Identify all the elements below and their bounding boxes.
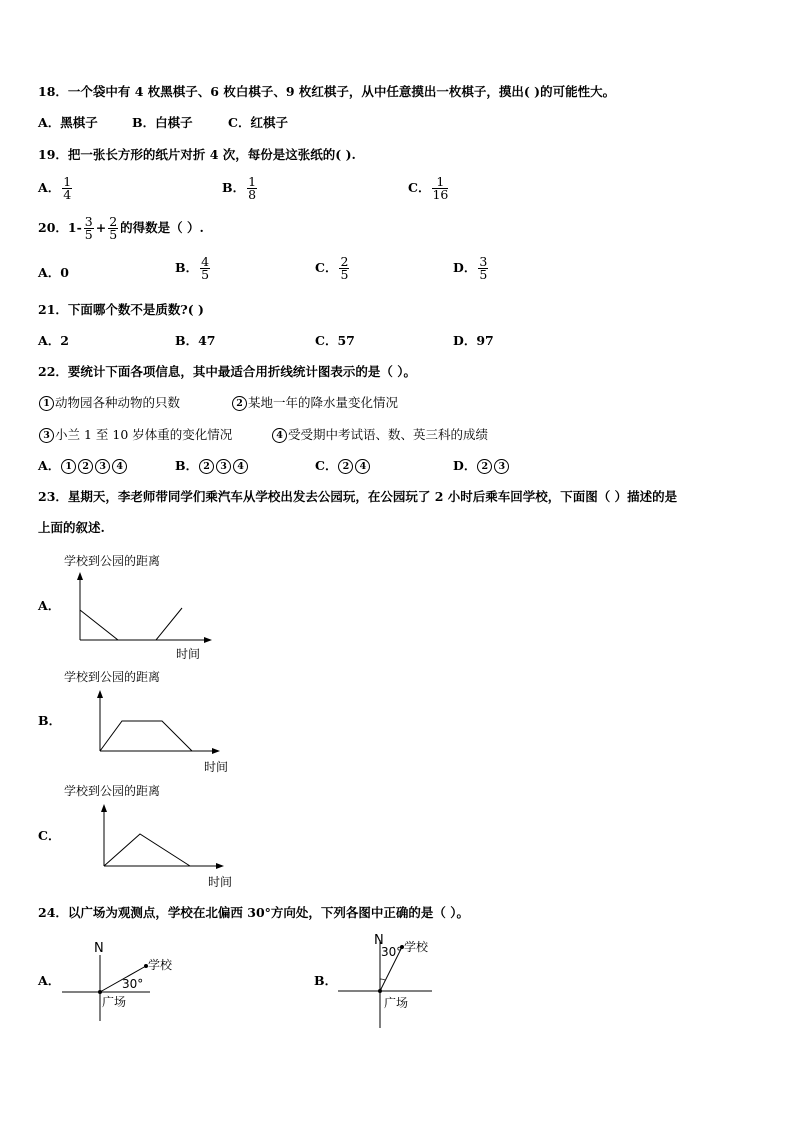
y-axis-arrow <box>97 690 103 698</box>
q19-option-b[interactable] <box>222 176 259 201</box>
q18-option-a[interactable]: A．黑棋子 <box>38 115 98 130</box>
q23-option-a[interactable]: A． <box>38 598 61 613</box>
q23-option-c[interactable]: C． <box>38 828 61 843</box>
q24-option-a[interactable]: A． <box>38 973 61 988</box>
q23-line-2: 上面的叙述. <box>38 520 105 535</box>
angle-label: 30° <box>381 945 403 959</box>
q21-option-b[interactable]: B．47 <box>175 333 216 348</box>
q24-diagram-a <box>58 935 188 1025</box>
q20-plus: + <box>95 220 107 235</box>
q22-option-b-letter: B． <box>175 458 199 473</box>
q18-option-b[interactable]: B．白棋子 <box>132 115 193 130</box>
plaza-label: 广场 <box>384 996 409 1010</box>
q20-option-d-letter: D． <box>453 260 477 275</box>
q22-option-d-numeral: 2 <box>477 459 492 474</box>
q22-item-2 <box>231 395 398 411</box>
q22-text: 22．要统计下面各项信息，其中最适合用折线统计图表示的是（ ）。 <box>38 364 416 379</box>
q20-fraction-2: $\frac{2}{5}$ <box>109 214 118 242</box>
q20-option-b-fraction: $\frac{4}{5}$ <box>201 254 210 282</box>
q22-item-3-text: 小兰 1 至 10 岁体重的变化情况 <box>55 427 233 442</box>
q20-suffix: 的得数是（ ）. <box>120 220 204 235</box>
q19-option-c-fraction: $\frac{1}{16}$ <box>432 174 449 202</box>
q23-graph-c-xlabel: 时间 <box>208 875 233 889</box>
y-axis-arrow <box>101 804 107 812</box>
q23-graph-b-ylabel: 学校到公园的距离 <box>64 670 161 684</box>
q22-option-c-numeral: 2 <box>338 459 353 474</box>
q22-option-a-numeral: 2 <box>78 459 93 474</box>
q24-diagram-b <box>334 930 464 1030</box>
q23-graph-a-ylabel: 学校到公园的距离 <box>64 554 161 568</box>
q19-option-b-fraction: $\frac{1}{8}$ <box>248 174 257 202</box>
q19-option-a[interactable] <box>38 176 74 201</box>
q23-graph-c <box>58 780 238 895</box>
q19-option-a-fraction: $\frac{1}{4}$ <box>63 174 72 202</box>
q21-option-d[interactable]: D．97 <box>453 333 494 348</box>
q21-option-a[interactable]: A．2 <box>38 333 69 348</box>
y-axis-arrow <box>77 572 83 580</box>
q22-item-3 <box>38 427 232 443</box>
q19-text: 19．把一张长方形的纸片对折 4 次，每份是这张纸的( ). <box>38 147 356 162</box>
q24-text: 24．以广场为观测点，学校在北偏西 30°方向处，下列各图中正确的是（ ）。 <box>38 905 469 920</box>
q22-option-a-numeral: 4 <box>112 459 127 474</box>
q23-graph-b-xlabel: 时间 <box>204 760 229 774</box>
q19-option-c[interactable] <box>408 176 450 201</box>
q22-option-c-numeral: 4 <box>355 459 370 474</box>
plaza-label: 广场 <box>102 995 127 1009</box>
q22-option-a-numeral: 3 <box>95 459 110 474</box>
q23-graph-a <box>58 550 218 665</box>
q19-option-a-letter: A． <box>38 180 61 195</box>
q20-option-d[interactable] <box>453 256 490 281</box>
q23-option-b[interactable]: B． <box>38 713 62 728</box>
q23-line-1: 23．星期天，李老师带同学们乘汽车从学校出发去公园玩，在公园玩了 2 小时后乘车回学校，下面图（ ）描述的是 <box>38 489 678 504</box>
q22-option-c-letter: C． <box>315 458 338 473</box>
q20-prefix: 20．1- <box>38 220 82 235</box>
x-axis-arrow <box>216 863 224 869</box>
q20-option-b-letter: B． <box>175 260 199 275</box>
q20-option-d-fraction: $\frac{3}{5}$ <box>479 254 488 282</box>
q18-text: 18．一个袋中有 4 枚黑棋子、6 枚白棋子、9 枚红棋子，从中任意摸出一枚棋子，摸出( )的可能性大。 <box>38 84 616 99</box>
q22-item-1-text: 动物园各种动物的只数 <box>55 395 181 410</box>
q23-graph-a-xlabel: 时间 <box>176 647 201 661</box>
q20-stem <box>38 216 204 241</box>
graph-b-line <box>100 721 192 751</box>
q22-numeral-1: 1 <box>39 396 54 411</box>
q22-numeral-4: 4 <box>272 428 287 443</box>
q20-option-c-letter: C． <box>315 260 338 275</box>
graph-a-line <box>80 608 182 640</box>
q19-option-b-letter: B． <box>222 180 246 195</box>
q18-option-c[interactable]: C．红棋子 <box>228 115 288 130</box>
q22-numeral-3: 3 <box>39 428 54 443</box>
angle-arc <box>380 979 385 980</box>
q22-option-d-numeral: 3 <box>494 459 509 474</box>
angle-label: 30° <box>122 977 144 991</box>
q22-option-b-numeral: 3 <box>216 459 231 474</box>
q22-option-c[interactable] <box>315 458 371 474</box>
q22-option-b[interactable] <box>175 458 249 474</box>
graph-c-line <box>104 834 190 866</box>
q21-text: 21．下面哪个数不是质数?( ) <box>38 302 204 317</box>
x-axis-arrow <box>204 637 212 643</box>
school-label: 学校 <box>404 940 429 954</box>
north-label: N <box>94 941 104 956</box>
q22-numeral-2: 2 <box>232 396 247 411</box>
q20-option-c-fraction: $\frac{2}{5}$ <box>340 254 349 282</box>
q23-graph-b <box>58 666 238 781</box>
q22-item-1 <box>38 395 180 411</box>
q22-item-4-text: 受受期中考试语、数、英三科的成绩 <box>288 427 489 442</box>
north-label: N <box>374 933 384 948</box>
q24-option-b[interactable]: B． <box>314 973 338 988</box>
q22-option-b-numeral: 4 <box>233 459 248 474</box>
q23-graph-c-ylabel: 学校到公园的距离 <box>64 784 161 798</box>
q22-item-4 <box>271 427 488 443</box>
q21-option-c[interactable]: C．57 <box>315 333 355 348</box>
school-label: 学校 <box>148 958 173 972</box>
q19-option-c-letter: C． <box>408 180 431 195</box>
q22-option-a[interactable] <box>38 458 128 474</box>
q22-option-d[interactable] <box>453 458 510 474</box>
q20-option-b[interactable] <box>175 256 212 281</box>
q22-option-b-numeral: 2 <box>199 459 214 474</box>
plaza-point <box>378 989 382 993</box>
q22-option-d-letter: D． <box>453 458 477 473</box>
q20-option-a[interactable]: A．0 <box>38 265 69 280</box>
q22-option-a-letter: A． <box>38 458 61 473</box>
x-axis-arrow <box>212 748 220 754</box>
q20-fraction-1: $\frac{3}{5}$ <box>84 214 93 242</box>
q20-option-c[interactable] <box>315 256 351 281</box>
plaza-point <box>98 990 102 994</box>
q22-option-a-numeral: 1 <box>61 459 76 474</box>
q22-item-2-text: 某地一年的降水量变化情况 <box>248 395 399 410</box>
